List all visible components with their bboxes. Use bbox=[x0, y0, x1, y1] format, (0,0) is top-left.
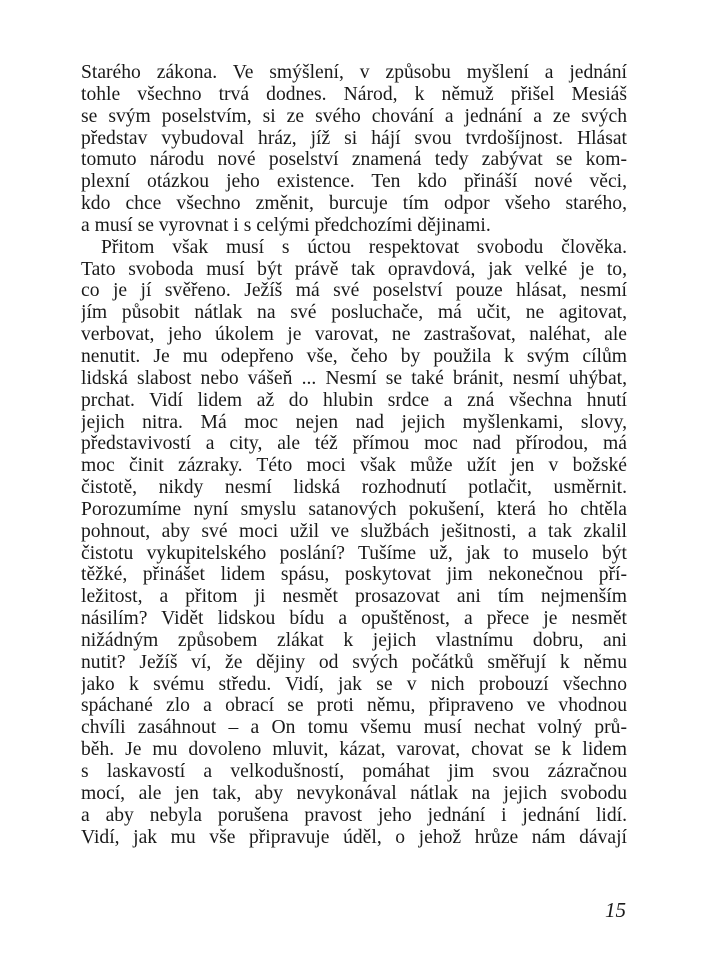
text-line: prchat. Vidí lidem až do hlubin srdce a zná všechna hnutí bbox=[81, 389, 627, 411]
text-line: Tato svoboda musí být právě tak opravdová, jak velké je to, bbox=[81, 258, 627, 280]
text-line: chvíli zasáhnout – a On tomu všemu musí nechat volný prů- bbox=[81, 717, 627, 739]
text-line: lidská slabost nebo vášeň ... Nesmí se také bránit, nesmí uhýbat, bbox=[81, 367, 627, 389]
text-line: ležitost, a přitom ji nesmět prosazovat ani tím nejmenším bbox=[81, 586, 627, 608]
paragraph-first-line: Přitom však musí s úctou respektovat svobodu člověka. bbox=[101, 236, 627, 258]
text-line: nenutit. Je mu odepřeno vše, čeho by použila k svým cílům bbox=[81, 345, 627, 367]
body-text bbox=[81, 62, 627, 848]
text-line: a musí se vyrovnat i s celými předchozími dějinami. bbox=[81, 214, 491, 236]
text-line: představivostí a city, ale též přímou moc nad přírodou, má bbox=[81, 433, 627, 455]
text-line: spáchané zlo a obrací se proti němu, připraveno ve vhodnou bbox=[81, 695, 627, 717]
text-line: Starého zákona. Ve smýšlení, v způsobu myšlení a jednání bbox=[81, 62, 627, 83]
text-line: jejich nitra. Má moc nejen nad jejich myšlenkami, slovy, bbox=[81, 411, 627, 433]
text-line: jím působit nátlak na své posluchače, má učit, ne agitovat, bbox=[81, 302, 627, 324]
text-line: s laskavostí a velkodušností, pomáhat jim svou zázračnou bbox=[81, 761, 627, 782]
text-line: plexní otázkou jeho existence. Ten kdo přináší nové věci, bbox=[81, 171, 627, 193]
text-line: čistotu vykupitelského poslání? Tušíme už, jak to muselo být bbox=[81, 542, 627, 564]
text-line: nutit? Ježíš ví, že dějiny od svých počátků směřují k němu bbox=[81, 651, 627, 673]
text-line: představ vybudoval hráz, jíž si hájí svou tvrdošíjnost. Hlásat bbox=[81, 127, 627, 149]
text-line: co je jí svěřeno. Ježíš má své poselství pouze hlásat, nesmí bbox=[81, 280, 627, 302]
text-line: běh. Je mu dovoleno mluvit, kázat, varovat, chovat se k lidem bbox=[81, 739, 627, 761]
text-line: moc činit zázraky. Této moci však může užít jen v božské bbox=[81, 455, 627, 477]
page-number: 15 bbox=[605, 898, 626, 922]
text-line: čistotě, nikdy nesmí lidská rozhodnutí potlačit, usměrnit. bbox=[81, 477, 627, 499]
text-line: a aby nebyla porušena pravost jeho jednání i jednání lidí. bbox=[81, 804, 627, 826]
text-line: verbovat, jeho úkolem je varovat, ne zastrašovat, naléhat, ale bbox=[81, 324, 627, 346]
text-line: tohle všechno trvá dodnes. Národ, k němuž přišel Mesiáš bbox=[81, 83, 627, 105]
text-line: mocí, ale jen tak, aby nevykonával nátlak na jejich svobodu bbox=[81, 782, 627, 804]
text-line: Porozumíme nyní smyslu satanových pokušení, která ho chtěla bbox=[81, 498, 627, 520]
text-line: násilím? Vidět lidskou bídu a opuštěnost, a přece je nesmět bbox=[81, 608, 627, 630]
text-line: Vidí, jak mu vše připravuje úděl, o jehož hrůze nám dávají bbox=[81, 826, 627, 848]
text-line: se svým poselstvím, si ze svého chování a jednání a ze svých bbox=[81, 105, 627, 127]
text-line: nižádným způsobem zlákat k jejich vlastnímu dobru, ani bbox=[81, 629, 627, 651]
text-line: těžké, přinášet lidem spásu, poskytovat jim nekonečnou pří- bbox=[81, 564, 627, 586]
text-line: kdo chce všechno změnit, burcuje tím odpor všeho starého, bbox=[81, 193, 627, 215]
text-line: tomuto národu nové poselství znamená tedy zabývat se kom- bbox=[81, 149, 627, 171]
text-line: jako k svému středu. Vidí, jak se v nich probouzí všechno bbox=[81, 673, 627, 695]
text-line: pohnout, aby své moci užil ve službách ješitnosti, a tak zkalil bbox=[81, 520, 627, 542]
